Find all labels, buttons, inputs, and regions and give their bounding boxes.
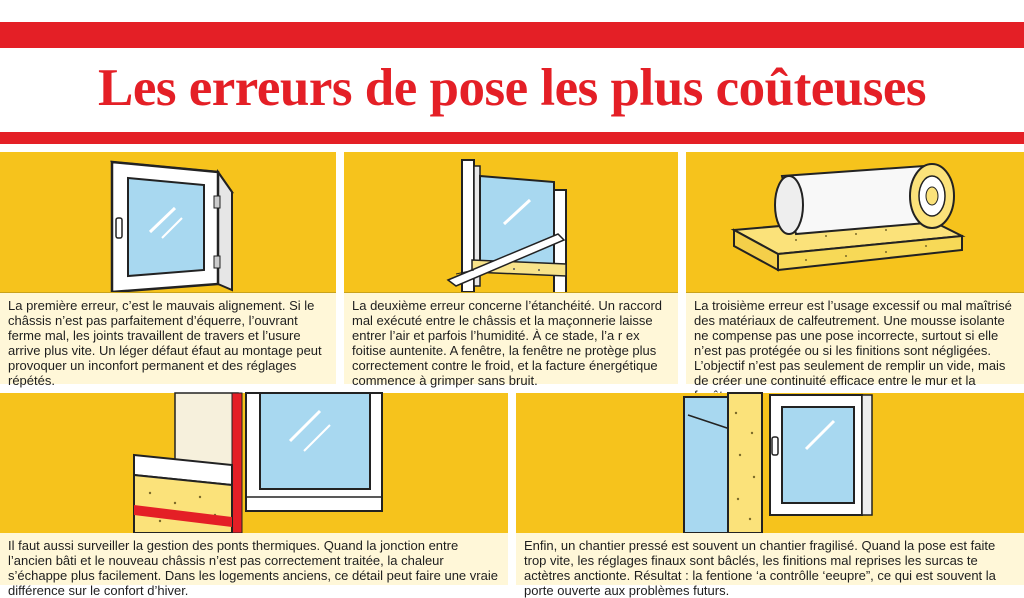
panel-caulking: [686, 152, 1024, 388]
insulation-roll-icon: [686, 152, 1024, 302]
panel-sealing-text: La deuxième erreur concerne l’étanchéité. Un raccord mal exécuté entre le châssis et la maçonnerie laisse entrer l’air et parfois l’humidité. À ce stade, l’a r ex foitise auntenite. A fenêtre, la fenêtre ne protège plus correctement contre le froid, et la facture énergétique commence à grimper sans bruit.: [344, 292, 678, 384]
panel-rushed-site-text: Enfin, un chantier pressé est souvent un chantier fragilisé. Quand la pose est faite trop vite, les réglages finaux sont bâclés, les finitions mal reprises les surcas te actètres anctionte. Résultat : la fentione ‘a contrôlle ‘eeupre”, ce qui est souvent la porte ouverte aux problèmes futurs.: [516, 533, 1024, 585]
panel-alignment: [0, 152, 336, 388]
panel-thermal-bridges: [0, 393, 508, 598]
window-frame-icon: [0, 152, 336, 302]
page-title: Les erreurs de pose les plus coûteuses: [98, 59, 926, 117]
top-red-bar: [0, 22, 1024, 48]
panel-thermal-bridges-text: Il faut aussi surveiller la gestion des ponts thermiques. Quand la jonction entre l’ancien bâti et le nouveau châssis n’est pas correctement traitée, la chaleur s’échappe plus facilement. Dans les logements anciens, ce détail peut faire une vraie différence sur le confort d’hiver.: [0, 533, 508, 585]
panel-alignment-text: La première erreur, c’est le mauvais alignement. Si le châssis n’est pas parfaitement d’équerre, l’ouvrant ferme mal, les joints travaillent de travers et l’usure arrive plus vite. Un léger défaut éfaut au montage peut provoquer un inconfort permanent et des réglages répétés.: [0, 292, 336, 384]
panel-rushed-site: [516, 393, 1024, 598]
window-sealing-icon: [344, 152, 678, 302]
rushed-installation-icon: [516, 393, 1024, 533]
title-underline-bar: [0, 132, 1024, 144]
panel-caulking-text: La troisième erreur est l’usage excessif ou mal maîtrisé des matériaux de calfeutrement. Une mousse isolante ne compense pas une pose incorrecte, surtout si elle n’est pas protégée ou si les finitions sont négligées. L’objectif n’est pas seulement de remplir un vide, mais de créer une continuité efficace entre le mur et la: [686, 292, 1024, 384]
panel-sealing: [344, 152, 678, 388]
thermal-bridge-icon: [0, 393, 508, 533]
